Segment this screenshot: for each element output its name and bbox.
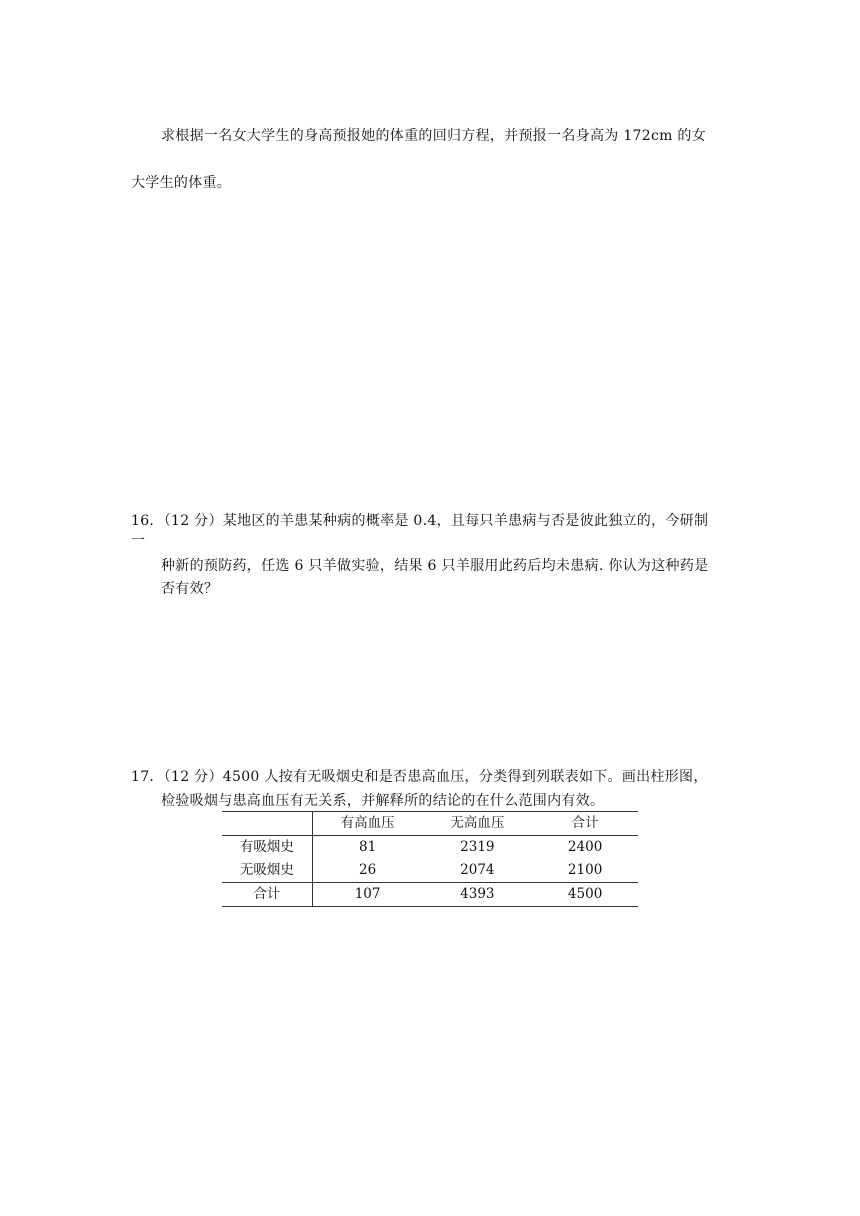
- question-16-line-3: 否有效？: [161, 581, 219, 597]
- table-header-cell: [222, 812, 312, 836]
- table-total-row: [222, 883, 638, 907]
- table-header-cell: 有高血压: [312, 812, 422, 836]
- question-17-line-1: 17．（12 分）4500 人按有无吸烟史和是否患高血压，分类得到列联表如下。画出柱形图，: [131, 769, 708, 785]
- table-cell: 有吸烟史: [222, 836, 312, 860]
- table-cell: 81: [359, 839, 377, 855]
- table-cell: 2074: [460, 862, 495, 878]
- table-header-row: [222, 812, 638, 836]
- table-cell: 2100: [567, 862, 603, 878]
- table-cell: 107: [312, 883, 422, 907]
- question-16-dash: 一: [131, 533, 146, 549]
- table-cell: 4393: [422, 883, 532, 907]
- table-cell: 合计: [222, 883, 312, 907]
- table-row: [222, 836, 638, 860]
- intro-text-line-2: 大学生的体重。: [131, 175, 232, 191]
- table-header-cell: 无高血压: [422, 812, 532, 836]
- contingency-table: [222, 811, 638, 907]
- table-cell: 2319: [460, 839, 495, 855]
- table-row: [222, 859, 638, 883]
- question-17-line-2: 检验吸烟与患高血压有无关系，并解释所的结论的在什么范围内有效。: [161, 793, 605, 809]
- table-cell: 无吸烟史: [222, 859, 312, 883]
- table-header-cell: 合计: [532, 812, 638, 836]
- intro-text-line-1: 求根据一名女大学生的身高预报她的体重的回归方程，并预报一名身高为 172cm 的女: [161, 128, 707, 144]
- question-16-line-1: 16．（12 分）某地区的羊患某种病的概率是 0.4，且每只羊患病与否是彼此独立的，今研制: [131, 513, 709, 529]
- question-16-line-2: 种新的预防药，任选 6 只羊做实验，结果 6 只羊服用此药后均未患病. 你认为这种药是: [161, 558, 709, 574]
- table-cell: 2400: [567, 839, 603, 855]
- table-cell: 26: [359, 862, 377, 878]
- table-cell: 4500: [532, 883, 638, 907]
